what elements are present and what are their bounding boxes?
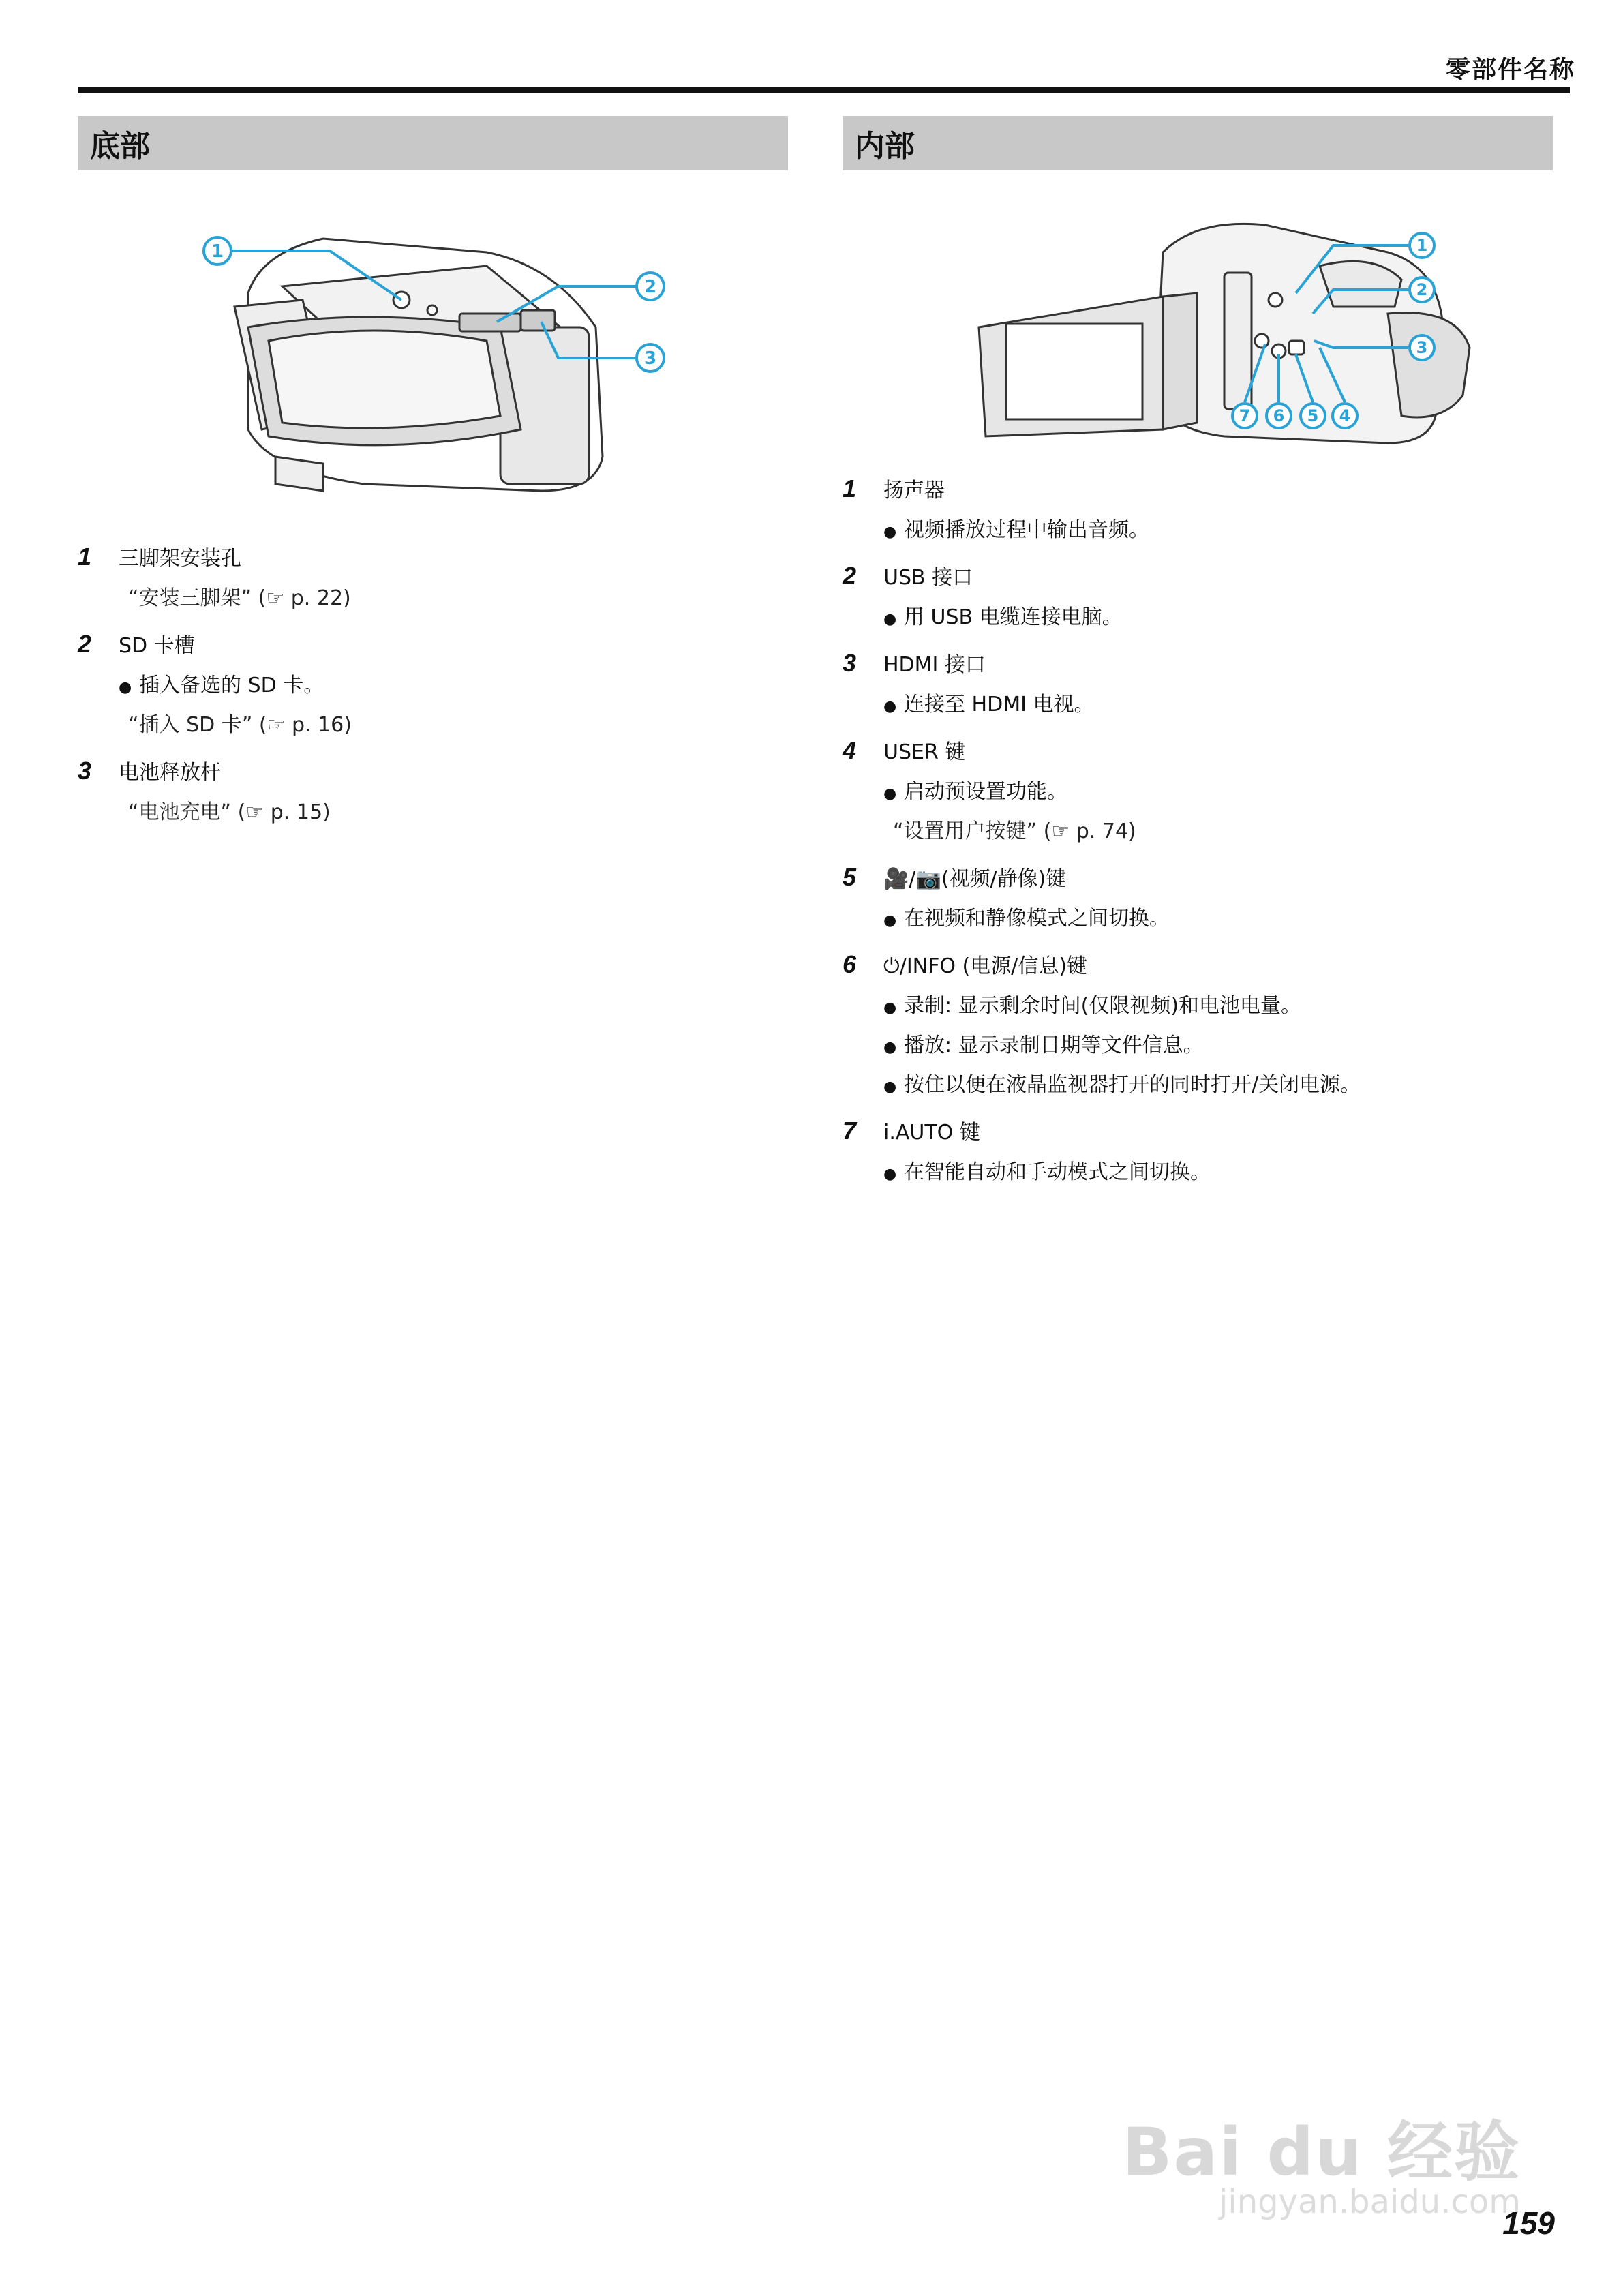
watermark-url: jingyan.baidu.com	[1219, 2183, 1521, 2221]
item-label: ⏻/INFO (电源/信息)键	[883, 954, 1088, 978]
bullet-dot-icon: ●	[883, 1166, 897, 1183]
bullet-dot-icon: ●	[883, 999, 897, 1016]
bullet-text: 视频播放过程中输出音频。	[904, 518, 1149, 542]
list-item	[843, 473, 1553, 543]
callout-3-bottom: 3	[643, 348, 657, 369]
item-bullet	[883, 1155, 1553, 1185]
item-label: 三脚架安装孔	[119, 547, 241, 571]
header-rule	[78, 87, 1570, 93]
callout-2-bottom: 2	[643, 277, 657, 297]
page-number: 159	[1502, 2205, 1555, 2241]
item-bullet	[883, 901, 1553, 931]
item-bullet	[883, 513, 1553, 543]
section-bottom	[78, 116, 788, 843]
bullet-text: 用 USB 电缆连接电脑。	[904, 605, 1123, 629]
bottom-parts-list	[78, 541, 788, 825]
list-item	[78, 755, 788, 825]
item-heading	[843, 949, 1553, 979]
callout-1-inside: 1	[1416, 236, 1428, 255]
list-item	[843, 560, 1553, 630]
callout-2-inside: 2	[1416, 280, 1428, 299]
item-heading	[843, 560, 1553, 590]
list-item	[843, 949, 1553, 1098]
bullet-dot-icon: ●	[883, 912, 897, 929]
list-item	[843, 735, 1553, 844]
item-heading	[78, 541, 788, 571]
item-label: 电池释放杆	[119, 761, 221, 785]
bullet-text: 连接至 HDMI 电视。	[904, 693, 1095, 716]
baidu-watermark: Bai du 经验	[1122, 2114, 1521, 2190]
item-label: 扬声器	[883, 479, 945, 502]
item-bullet	[883, 600, 1553, 630]
list-item	[843, 1115, 1553, 1185]
callout-4-inside: 4	[1339, 406, 1351, 425]
bullet-dot-icon: ●	[883, 1078, 897, 1096]
item-heading	[843, 1115, 1553, 1145]
callout-5-inside: 5	[1307, 406, 1319, 425]
section-title-bottom: 底部	[78, 116, 788, 170]
bullet-dot-icon: ●	[119, 679, 132, 696]
item-label: i.AUTO 键	[883, 1121, 980, 1145]
item-bullet	[883, 774, 1553, 804]
item-heading	[843, 473, 1553, 503]
item-heading	[843, 735, 1553, 765]
item-label: SD 卡槽	[119, 634, 195, 658]
item-bullet	[883, 687, 1553, 717]
bullet-text: 插入备选的 SD 卡。	[139, 674, 324, 697]
camcorder-inside-figure	[843, 170, 1553, 457]
list-item	[78, 629, 788, 738]
item-heading	[843, 648, 1553, 678]
page-reference-link[interactable]: “插入 SD 卡” (☞ p. 16)	[128, 713, 352, 737]
item-label: HDMI 接口	[883, 653, 986, 677]
bullet-dot-icon: ●	[883, 524, 897, 541]
item-bullet	[883, 1068, 1553, 1098]
list-item	[843, 862, 1553, 931]
item-number: 1	[843, 474, 857, 502]
item-number: 4	[843, 736, 857, 764]
list-item	[78, 541, 788, 611]
bullet-dot-icon: ●	[883, 611, 897, 628]
item-number: 6	[843, 950, 857, 978]
item-number: 7	[843, 1117, 857, 1145]
item-number: 3	[78, 757, 92, 785]
item-heading	[78, 755, 788, 785]
item-bullet	[119, 668, 788, 698]
camcorder-bottom-illustration	[78, 170, 788, 525]
item-label: USB 接口	[883, 566, 973, 590]
item-number: 3	[843, 649, 857, 677]
item-heading	[78, 629, 788, 659]
camcorder-bottom-figure	[78, 170, 788, 525]
bullet-text: 在视频和静像模式之间切换。	[904, 907, 1170, 931]
running-header-title: 零部件名称	[1445, 56, 1575, 84]
page-reference-link[interactable]: “安装三脚架” (☞ p. 22)	[128, 586, 351, 610]
item-number: 2	[843, 562, 857, 590]
section-inside	[843, 116, 1553, 1203]
list-item	[843, 648, 1553, 717]
callout-6-inside: 6	[1273, 406, 1285, 425]
bullet-text: 录制: 显示剩余时间(仅限视频)和电池电量。	[904, 994, 1302, 1018]
item-number: 5	[843, 863, 857, 891]
bullet-text: 播放: 显示录制日期等文件信息。	[904, 1033, 1204, 1057]
item-label: USER 键	[883, 740, 966, 764]
item-heading	[843, 862, 1553, 892]
item-label: 🎥/📷(视频/静像)键	[883, 867, 1067, 891]
bullet-dot-icon: ●	[883, 785, 897, 802]
bullet-text: 按住以便在液晶监视器打开的同时打开/关闭电源。	[904, 1073, 1361, 1097]
bullet-text: 启动预设置功能。	[904, 780, 1067, 804]
bullet-dot-icon: ●	[883, 1039, 897, 1056]
item-bullet	[883, 1028, 1553, 1058]
page-reference-link[interactable]: “设置用户按键” (☞ p. 74)	[893, 819, 1136, 843]
callout-7-inside: 7	[1239, 406, 1251, 425]
item-bullet	[883, 988, 1553, 1018]
item-number: 1	[78, 543, 92, 571]
item-number: 2	[78, 630, 92, 658]
callout-3-inside: 3	[1416, 338, 1428, 357]
section-title-inside: 内部	[843, 116, 1553, 170]
page-reference-link[interactable]: “电池充电” (☞ p. 15)	[128, 800, 331, 824]
inside-parts-list	[843, 473, 1553, 1185]
bullet-dot-icon: ●	[883, 698, 897, 715]
camcorder-inside-illustration	[843, 170, 1553, 457]
callout-1-bottom: 1	[211, 241, 224, 262]
bullet-text: 在智能自动和手动模式之间切换。	[904, 1160, 1211, 1184]
